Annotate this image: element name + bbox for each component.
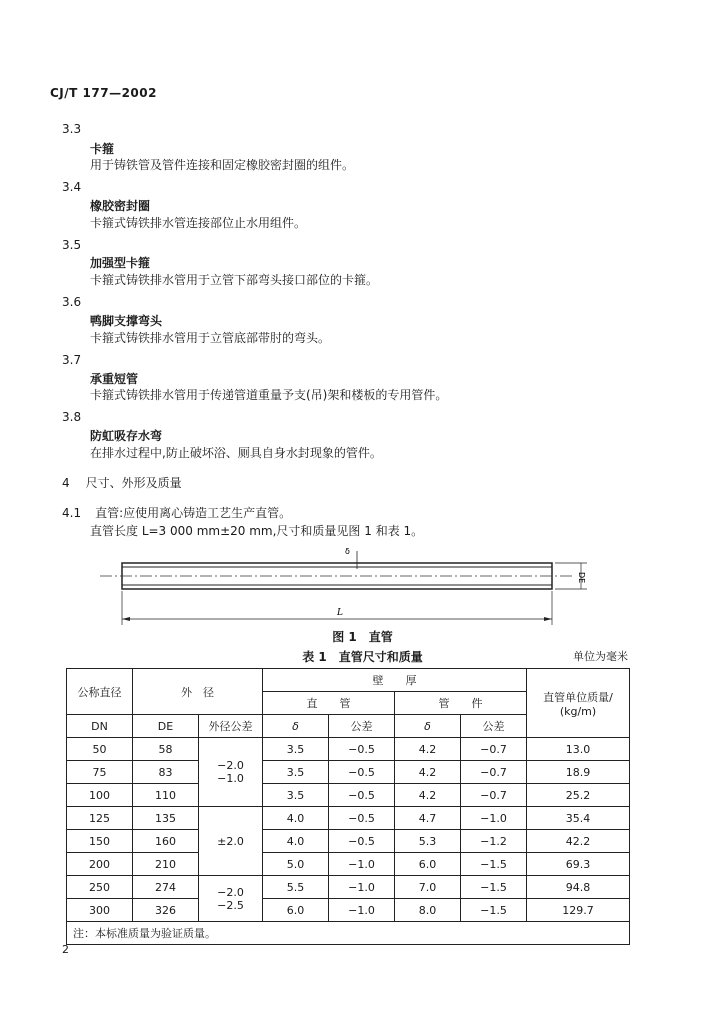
cell-pipe-tol: −0.5 — [329, 830, 395, 853]
cell-pipe-tol: −0.5 — [329, 738, 395, 761]
cell-dn: 100 — [67, 784, 133, 807]
cell-de: 326 — [133, 899, 199, 922]
cell-pipe-tol: −1.0 — [329, 876, 395, 899]
cell-fitting-tol: −1.2 — [461, 830, 527, 853]
cell-fitting-tol: −1.5 — [461, 876, 527, 899]
term-definition: 在排水过程中,防止破坏浴、厕具自身水封现象的管件。 — [90, 446, 382, 460]
cell-fitting-delta: 4.7 — [395, 807, 461, 830]
header-mass-unit: (kg/m) — [559, 704, 597, 718]
header-delta-pipe: δ — [263, 715, 329, 738]
section-number: 3.6 — [62, 295, 82, 309]
figure-caption: 图 1 直管 — [332, 630, 393, 644]
cell-pipe-delta: 5.5 — [263, 876, 329, 899]
chapter-title: 尺寸、外形及质量 — [85, 476, 182, 490]
cell-de: 210 — [133, 853, 199, 876]
section-number: 3.7 — [62, 353, 82, 367]
cell-fitting-delta: 5.3 — [395, 830, 461, 853]
cell-od-tol: ±2.0 — [199, 807, 263, 876]
cell-pipe-tol: −0.5 — [329, 761, 395, 784]
table-unit: 单位为毫米 — [573, 650, 628, 663]
l-label: L — [337, 608, 343, 618]
cell-mass: 42.2 — [527, 830, 630, 853]
cell-mass: 18.9 — [527, 761, 630, 784]
cell-mass: 13.0 — [527, 738, 630, 761]
cell-mass: 69.3 — [527, 853, 630, 876]
cell-pipe-delta: 4.0 — [263, 830, 329, 853]
cell-de: 83 — [133, 761, 199, 784]
cell-pipe-tol: −1.0 — [329, 899, 395, 922]
clause-4-1 — [62, 504, 291, 521]
cell-mass: 94.8 — [527, 876, 630, 899]
cell-dn: 150 — [67, 830, 133, 853]
cell-pipe-delta: 3.5 — [263, 761, 329, 784]
cell-fitting-delta: 8.0 — [395, 899, 461, 922]
term-title: 加强型卡箍 — [90, 256, 151, 270]
cell-mass: 129.7 — [527, 899, 630, 922]
term-title: 橡胶密封圈 — [90, 199, 151, 213]
cell-fitting-tol: −1.5 — [461, 853, 527, 876]
term-definition: 卡箍式铸铁排水管用于传递管道重量予支(吊)架和楼板的专用管件。 — [90, 388, 448, 402]
term-definition: 卡箍式铸铁排水管连接部位止水用组件。 — [90, 216, 307, 230]
term-definition: 卡箍式铸铁排水管用于立管下部弯头接口部位的卡箍。 — [90, 273, 379, 287]
cell-de: 160 — [133, 830, 199, 853]
term-definition: 用于铸铁管及管件连接和固定橡胶密封圈的组件。 — [90, 158, 355, 172]
cell-de: 110 — [133, 784, 199, 807]
term-title: 卡箍 — [90, 142, 115, 156]
header-pipe: 直 管 — [263, 692, 395, 715]
cell-dn: 50 — [67, 738, 133, 761]
header-tol-pipe: 公差 — [329, 715, 395, 738]
header-dn-group: 公称直径 — [67, 669, 133, 715]
cell-pipe-tol: −0.5 — [329, 807, 395, 830]
cell-od-tol: −2.0 −2.5 — [199, 876, 263, 922]
cell-fitting-tol: −0.7 — [461, 784, 527, 807]
cell-fitting-delta: 4.2 — [395, 738, 461, 761]
pipe-dimension-table — [66, 668, 630, 945]
cell-pipe-tol: −1.0 — [329, 853, 395, 876]
term-title: 鸭脚支撑弯头 — [90, 314, 163, 328]
header-delta-fitting: δ — [395, 715, 461, 738]
cell-dn: 75 — [67, 761, 133, 784]
header-tol-fitting: 公差 — [461, 715, 527, 738]
header-wall: 壁 厚 — [263, 669, 527, 692]
cell-pipe-delta: 3.5 — [263, 738, 329, 761]
cell-pipe-delta: 5.0 — [263, 853, 329, 876]
section-number: 3.3 — [62, 122, 82, 136]
table-note: 注：本标准质量为验证质量。 — [67, 922, 630, 945]
cell-mass: 25.2 — [527, 784, 630, 807]
header-dn: DN — [67, 715, 133, 738]
cell-dn: 125 — [67, 807, 133, 830]
section-number: 3.4 — [62, 180, 82, 194]
cell-fitting-delta: 7.0 — [395, 876, 461, 899]
arrow-left — [122, 617, 130, 621]
cell-dn: 200 — [67, 853, 133, 876]
cell-pipe-delta: 4.0 — [263, 807, 329, 830]
delta-label: δ — [345, 547, 350, 556]
cell-pipe-tol: −0.5 — [329, 784, 395, 807]
term-title: 承重短管 — [90, 372, 139, 386]
header-od-group: 外 径 — [133, 669, 263, 715]
header-mass-label: 直管单位质量/ — [543, 690, 613, 704]
cell-de: 58 — [133, 738, 199, 761]
cell-fitting-tol: −0.7 — [461, 761, 527, 784]
cell-od-tol: −2.0 −1.0 — [199, 738, 263, 807]
arrow-right — [544, 617, 552, 621]
header-mass — [527, 669, 630, 738]
table-caption: 表 1 直管尺寸和质量 — [302, 650, 423, 664]
clause-text: 直管:应使用离心铸造工艺生产直管。 — [95, 506, 292, 520]
cell-pipe-delta: 3.5 — [263, 784, 329, 807]
cell-fitting-delta: 4.2 — [395, 784, 461, 807]
page-number: 2 — [62, 943, 69, 956]
header-od-tol: 外径公差 — [199, 715, 263, 738]
term-definition: 卡箍式铸铁排水管用于立管底部带肘的弯头。 — [90, 331, 331, 345]
header-fitting: 管 件 — [395, 692, 527, 715]
clause-text-2: 直管长度 L=3 000 mm±20 mm,尺寸和质量见图 1 和表 1。 — [90, 524, 424, 538]
cell-fitting-delta: 6.0 — [395, 853, 461, 876]
chapter-number: 4 — [62, 476, 70, 490]
cell-de: 274 — [133, 876, 199, 899]
cell-pipe-delta: 6.0 — [263, 899, 329, 922]
cell-mass: 35.4 — [527, 807, 630, 830]
section-number: 3.8 — [62, 410, 82, 424]
cell-dn: 250 — [67, 876, 133, 899]
clause-number: 4.1 — [62, 506, 82, 520]
cell-fitting-delta: 4.2 — [395, 761, 461, 784]
header-de: DE — [133, 715, 199, 738]
cell-de: 135 — [133, 807, 199, 830]
term-title: 防虹吸存水弯 — [90, 429, 163, 443]
pipe-figure — [95, 545, 605, 635]
chapter-heading — [62, 474, 198, 491]
de-label: DE — [577, 572, 586, 584]
document-code: CJ/T 177—2002 — [50, 86, 157, 100]
cell-fitting-tol: −1.0 — [461, 807, 527, 830]
cell-fitting-tol: −0.7 — [461, 738, 527, 761]
section-number: 3.5 — [62, 238, 82, 252]
cell-fitting-tol: −1.5 — [461, 899, 527, 922]
cell-dn: 300 — [67, 899, 133, 922]
